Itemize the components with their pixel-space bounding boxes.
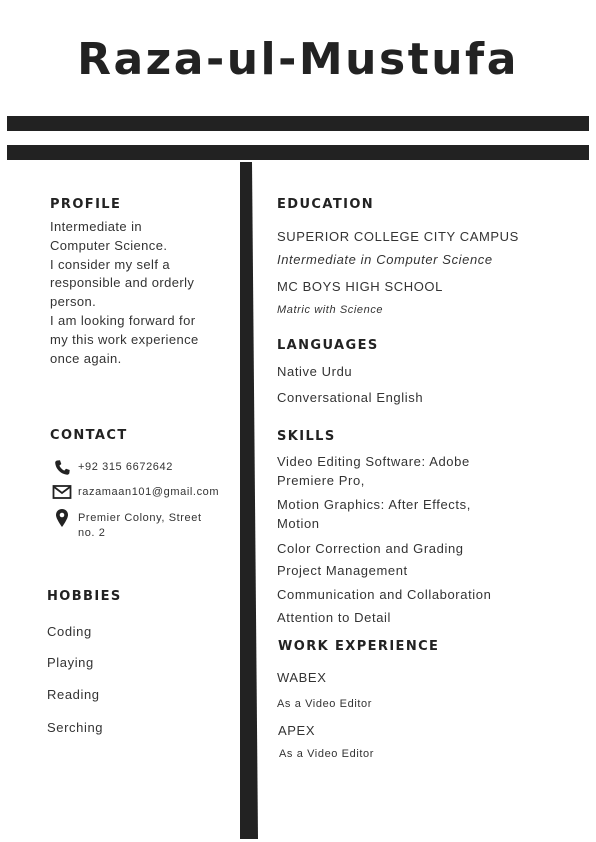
profile-line: responsible and orderly xyxy=(50,275,195,291)
education-school: MC BOYS HIGH SCHOOL xyxy=(277,279,443,294)
map-pin-icon xyxy=(52,508,72,528)
skill-item-line: Video Editing Software: Adobe xyxy=(277,454,470,469)
header-divider-top xyxy=(7,116,589,131)
work-role: As a Video Editor xyxy=(277,698,372,710)
work-heading: WORK EXPERIENCE xyxy=(278,639,440,654)
profile-line: I consider my self a xyxy=(50,256,170,272)
envelope-icon xyxy=(52,482,72,502)
education-heading: EDUCATION xyxy=(277,197,375,212)
skill-item-line: Motion xyxy=(277,516,320,531)
work-company: WABEX xyxy=(277,670,327,685)
profile-line: person. xyxy=(50,294,97,310)
skill-item: Attention to Detail xyxy=(277,610,392,625)
contact-phone: +92 315 6672642 xyxy=(78,461,173,473)
skill-item-line: Motion Graphics: After Effects, xyxy=(277,497,471,512)
education-degree: Intermediate in Computer Science xyxy=(277,252,493,267)
resume-name: Raza-ul-Mustufa xyxy=(77,34,519,85)
profile-line: Intermediate in xyxy=(50,219,142,234)
contact-email: razamaan101@gmail.com xyxy=(78,486,220,498)
language-item: Conversational English xyxy=(277,390,424,405)
skill-item: Color Correction and Grading xyxy=(277,541,464,556)
hobbies-heading: HOBBIES xyxy=(47,589,122,604)
profile-line: my this work experience xyxy=(50,331,199,347)
work-role: As a Video Editor xyxy=(279,748,374,760)
profile-heading: PROFILE xyxy=(50,197,122,212)
skill-item: Project Management xyxy=(277,563,408,578)
contact-address-line: no. 2 xyxy=(78,527,106,539)
education-school: SUPERIOR COLLEGE CITY CAMPUS xyxy=(277,229,519,244)
hobby-item: Reading xyxy=(47,687,100,702)
column-divider xyxy=(240,162,258,839)
profile-text xyxy=(50,218,225,368)
skill-item-line: Premiere Pro, xyxy=(277,473,365,488)
languages-heading: LANGUAGES xyxy=(277,338,379,353)
profile-line: once again. xyxy=(50,350,122,366)
profile-line: I am looking forward for xyxy=(50,312,196,328)
skills-heading: SKILLS xyxy=(277,429,336,444)
contact-address-line: Premier Colony, Street xyxy=(78,512,202,524)
hobby-item: Serching xyxy=(47,720,104,735)
contact-heading: CONTACT xyxy=(50,428,128,443)
phone-icon xyxy=(52,458,72,478)
profile-line: Computer Science. xyxy=(50,237,168,253)
language-item: Native Urdu xyxy=(277,364,353,379)
header-divider-bottom xyxy=(7,145,589,160)
hobby-item: Playing xyxy=(47,655,94,670)
education-degree: Matric with Science xyxy=(277,304,384,316)
skill-item: Communication and Collaboration xyxy=(277,587,492,602)
work-company: APEX xyxy=(278,723,316,738)
hobby-item: Coding xyxy=(47,624,92,639)
